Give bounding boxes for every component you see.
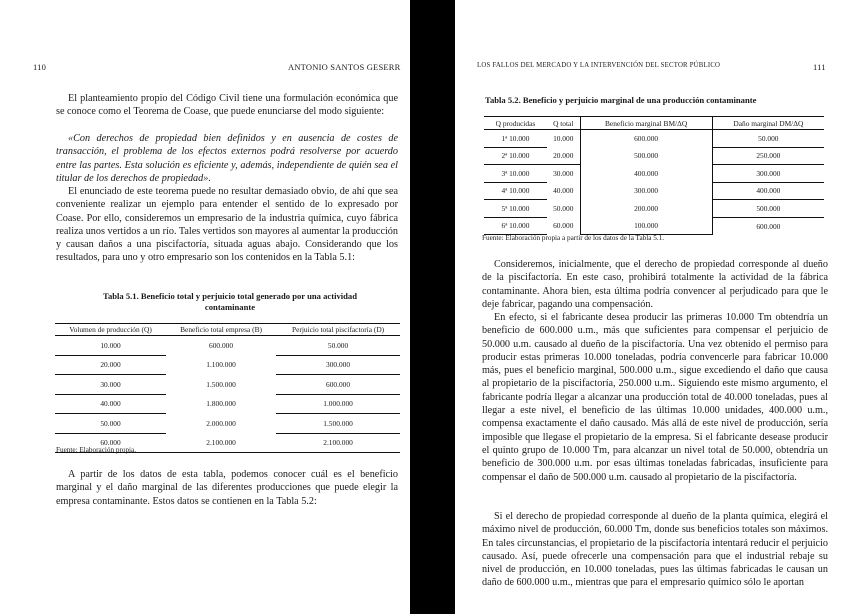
table-cell: 600.000 xyxy=(209,341,234,350)
table-cell: 1.000.000 xyxy=(276,394,400,414)
table-row xyxy=(55,394,400,414)
table-caption: Tabla 5.1. Beneficio total y perjuicio total generado por una actividad contaminante xyxy=(103,291,357,312)
column-header: Perjuicio total piscifactoría (D) xyxy=(276,324,400,336)
table-cell: 5ª 10.000 xyxy=(484,200,547,218)
table-cell: 2.100.000 xyxy=(276,433,400,453)
table-cell: 10.000 xyxy=(553,134,574,143)
table-cell: 20.000 xyxy=(55,355,166,375)
table-5-2 xyxy=(484,116,824,235)
paragraph: Si el derecho de propiedad corresponde al dueño de la planta química, elegirá el máximo nivel de producción, 60.000 Tm, donde sus beneficios totales son máximos. En tales circunstancias, el propietario de la piscifactoría intentará reducir el perjuicio causado. Así, puede ofrecerle una compensación para que el industrial rebaje su nivel de producción, en 10.000 toneladas, pues las últimas fabricadas le causan un daño de 600.000 u.m., mientras que para el empresario químico sólo le aportan xyxy=(482,511,828,589)
table-caption: Tabla 5.2. Beneficio y perjuicio marginal de una producción contaminante xyxy=(485,95,757,105)
column-header: Daño marginal DM/ΔQ xyxy=(712,117,824,130)
table-cell: 600.000 xyxy=(276,375,400,395)
table-cell: 100.000 xyxy=(580,217,712,235)
table-cell: 40.000 xyxy=(553,186,574,196)
table-cell: 50.000 xyxy=(553,203,574,213)
table-cell: 250.000 xyxy=(712,147,824,165)
table-cell: 3ª 10.000 xyxy=(484,165,547,183)
column-header: Q total xyxy=(547,117,580,130)
table-cell: 300.000 xyxy=(580,182,712,200)
table-cell: 500.000 xyxy=(712,200,824,218)
table-cell: 50.000 xyxy=(276,336,400,356)
table-cell: 300.000 xyxy=(276,355,400,375)
table-cell: 40.000 xyxy=(55,394,166,414)
table-cell: 1.500.000 xyxy=(276,414,400,434)
table-cell: 10.000 xyxy=(55,336,166,356)
paragraph: El planteamiento propio del Código Civil tiene una formulación económica que se conoce como el Teorema de Coase, que puede enunciarse del modo siguiente: xyxy=(56,93,398,118)
table-row xyxy=(484,147,824,165)
paragraph: A partir de los datos de esta tabla, podemos conocer cuál es el beneficio marginal y el daño marginal de las diferentes producciones que puede elegir la empresa contaminante. Estos datos se contienen en la Tabla 5.2: xyxy=(56,469,398,507)
table-cell: 30.000 xyxy=(55,375,166,395)
table-cell: 6ª 10.000 xyxy=(484,217,547,235)
table-cell: 4ª 10.000 xyxy=(484,182,547,200)
paragraph: En efecto, si el fabricante desea producir las primeras 10.000 Tm obtendría un beneficio de 600.000 u.m., más que suficientes para compensar el perjuicio de 50.000 u.m. causado al dueño de la piscifactoría. Una vez obtenido el permiso para producir estas primeras 10.000 toneladas, podría convencerle para fabricar 10.000 más, pues el beneficio marginal, 500.000 u.m., sigue excediendo el daño que causa al propietario de la piscifactoría, 250.000 u.m.. Siguiendo este mismo argumento, el fabricante podría llegar a alcanzar una producción total de 40.000 toneladas, pues al llegar a este nivel, el beneficio de las últimas 10.000 unidades, 400.000 u.m., compensa exactamente el daño causado. Más allá de este nivel de producción, sería imposible que llegase el propietario de la empresa. Si el fabricante desease producir el quinto grupo de 10.000 Tm, para alcanzar un nivel total de 50.000, obtendría un beneficio de 300.000 u.m. por esas últimas toneladas fabricadas, insuficiente para compensar el daño de 500.000 u.m. causado al propietario de la piscifactoría. xyxy=(482,312,828,483)
left-page xyxy=(0,0,410,614)
table-cell: 2.100.000 xyxy=(166,433,276,453)
page-number: 110 xyxy=(33,62,47,72)
running-head: ANTONIO SANTOS GESERR xyxy=(288,62,401,72)
table-cell: 1ª 10.000 xyxy=(484,130,547,148)
table-cell: 20.000 xyxy=(547,147,580,165)
table-row xyxy=(55,414,400,434)
paragraph: Consideremos, inicialmente, que el derecho de propiedad corresponde al dueño de la piscifactoría. En este caso, prohibirá totalmente la actividad de la fábrica contaminante. Ahora bien, esta última podría convencer al perjudicado para que le deje fabricar, pagando una compensación. xyxy=(482,259,828,310)
table-row xyxy=(55,355,400,375)
table-cell: 400.000 xyxy=(580,165,712,183)
table-cell: 1.500.000 xyxy=(206,379,236,389)
table-cell: 300.000 xyxy=(712,165,824,183)
table-cell: 400.000 xyxy=(712,182,824,200)
table-cell: 50.000 xyxy=(712,130,824,148)
table-row xyxy=(55,336,400,356)
table-cell: 500.000 xyxy=(580,147,712,165)
table-cell: 1.800.000 xyxy=(206,399,236,409)
table-row xyxy=(484,200,824,218)
table-cell: 600.000 xyxy=(712,217,824,235)
table-row xyxy=(484,217,824,235)
table-cell: 600.000 xyxy=(580,130,712,148)
table-cell: 30.000 xyxy=(553,169,574,178)
table-cell: 60.000 xyxy=(55,433,166,453)
table-cell: 2ª 10.000 xyxy=(484,147,547,165)
table-source: Fuente: Elaboración propia. xyxy=(56,446,137,454)
running-head: LOS FALLOS DEL MERCADO Y LA INTERVENCIÓN DEL SECTOR PÚBLICO xyxy=(477,62,721,69)
page-number: 111 xyxy=(813,62,826,72)
table-cell: 50.000 xyxy=(55,414,166,434)
right-page xyxy=(455,0,848,614)
table-row xyxy=(484,130,824,148)
column-header: Beneficio total empresa (B) xyxy=(166,324,276,336)
table-cell: 2.000.000 xyxy=(206,418,236,428)
table-5-1 xyxy=(55,323,400,453)
table-row xyxy=(484,165,824,183)
table-row xyxy=(55,375,400,395)
table-cell: 60.000 xyxy=(553,221,574,231)
book-spine xyxy=(410,0,455,614)
paragraph: El enunciado de este teorema puede no resultar demasiado obvio, de ahí que sea conveniente realizar un ejemplo para entender el sentido de lo expresado por Coase. Por ello, consideremos un empresario de la industria química, cuyo fábrica realiza unos vertidos a un río. Tales vertidos son mayores al aumentar la producción y causan daños a una piscifactoría, situada aguas abajo. Considerando que los resultados, para uno y otro empresario son los contenidos en la Tabla 5.1: xyxy=(56,186,398,264)
table-cell: 1.100.000 xyxy=(206,360,236,370)
column-header: Volumen de producción (Q) xyxy=(55,324,166,336)
table-row xyxy=(484,182,824,200)
table-cell: 200.000 xyxy=(580,200,712,218)
column-header: Beneficio marginal BM/ΔQ xyxy=(580,117,712,130)
coase-quote: «Con derechos de propiedad bien definidos y en ausencia de costes de transacción, el problema de los efectos externos podrá resolverse por acuerdo entre las partes. Esta solución es eficiente y, además, independiente de quién sea el titular de los derechos de propiedad». xyxy=(56,133,398,184)
table-source: Fuente: Elaboración propia a partir de los datos de la Tabla 5.1. xyxy=(482,234,664,242)
column-header: Q producidas xyxy=(484,117,547,130)
